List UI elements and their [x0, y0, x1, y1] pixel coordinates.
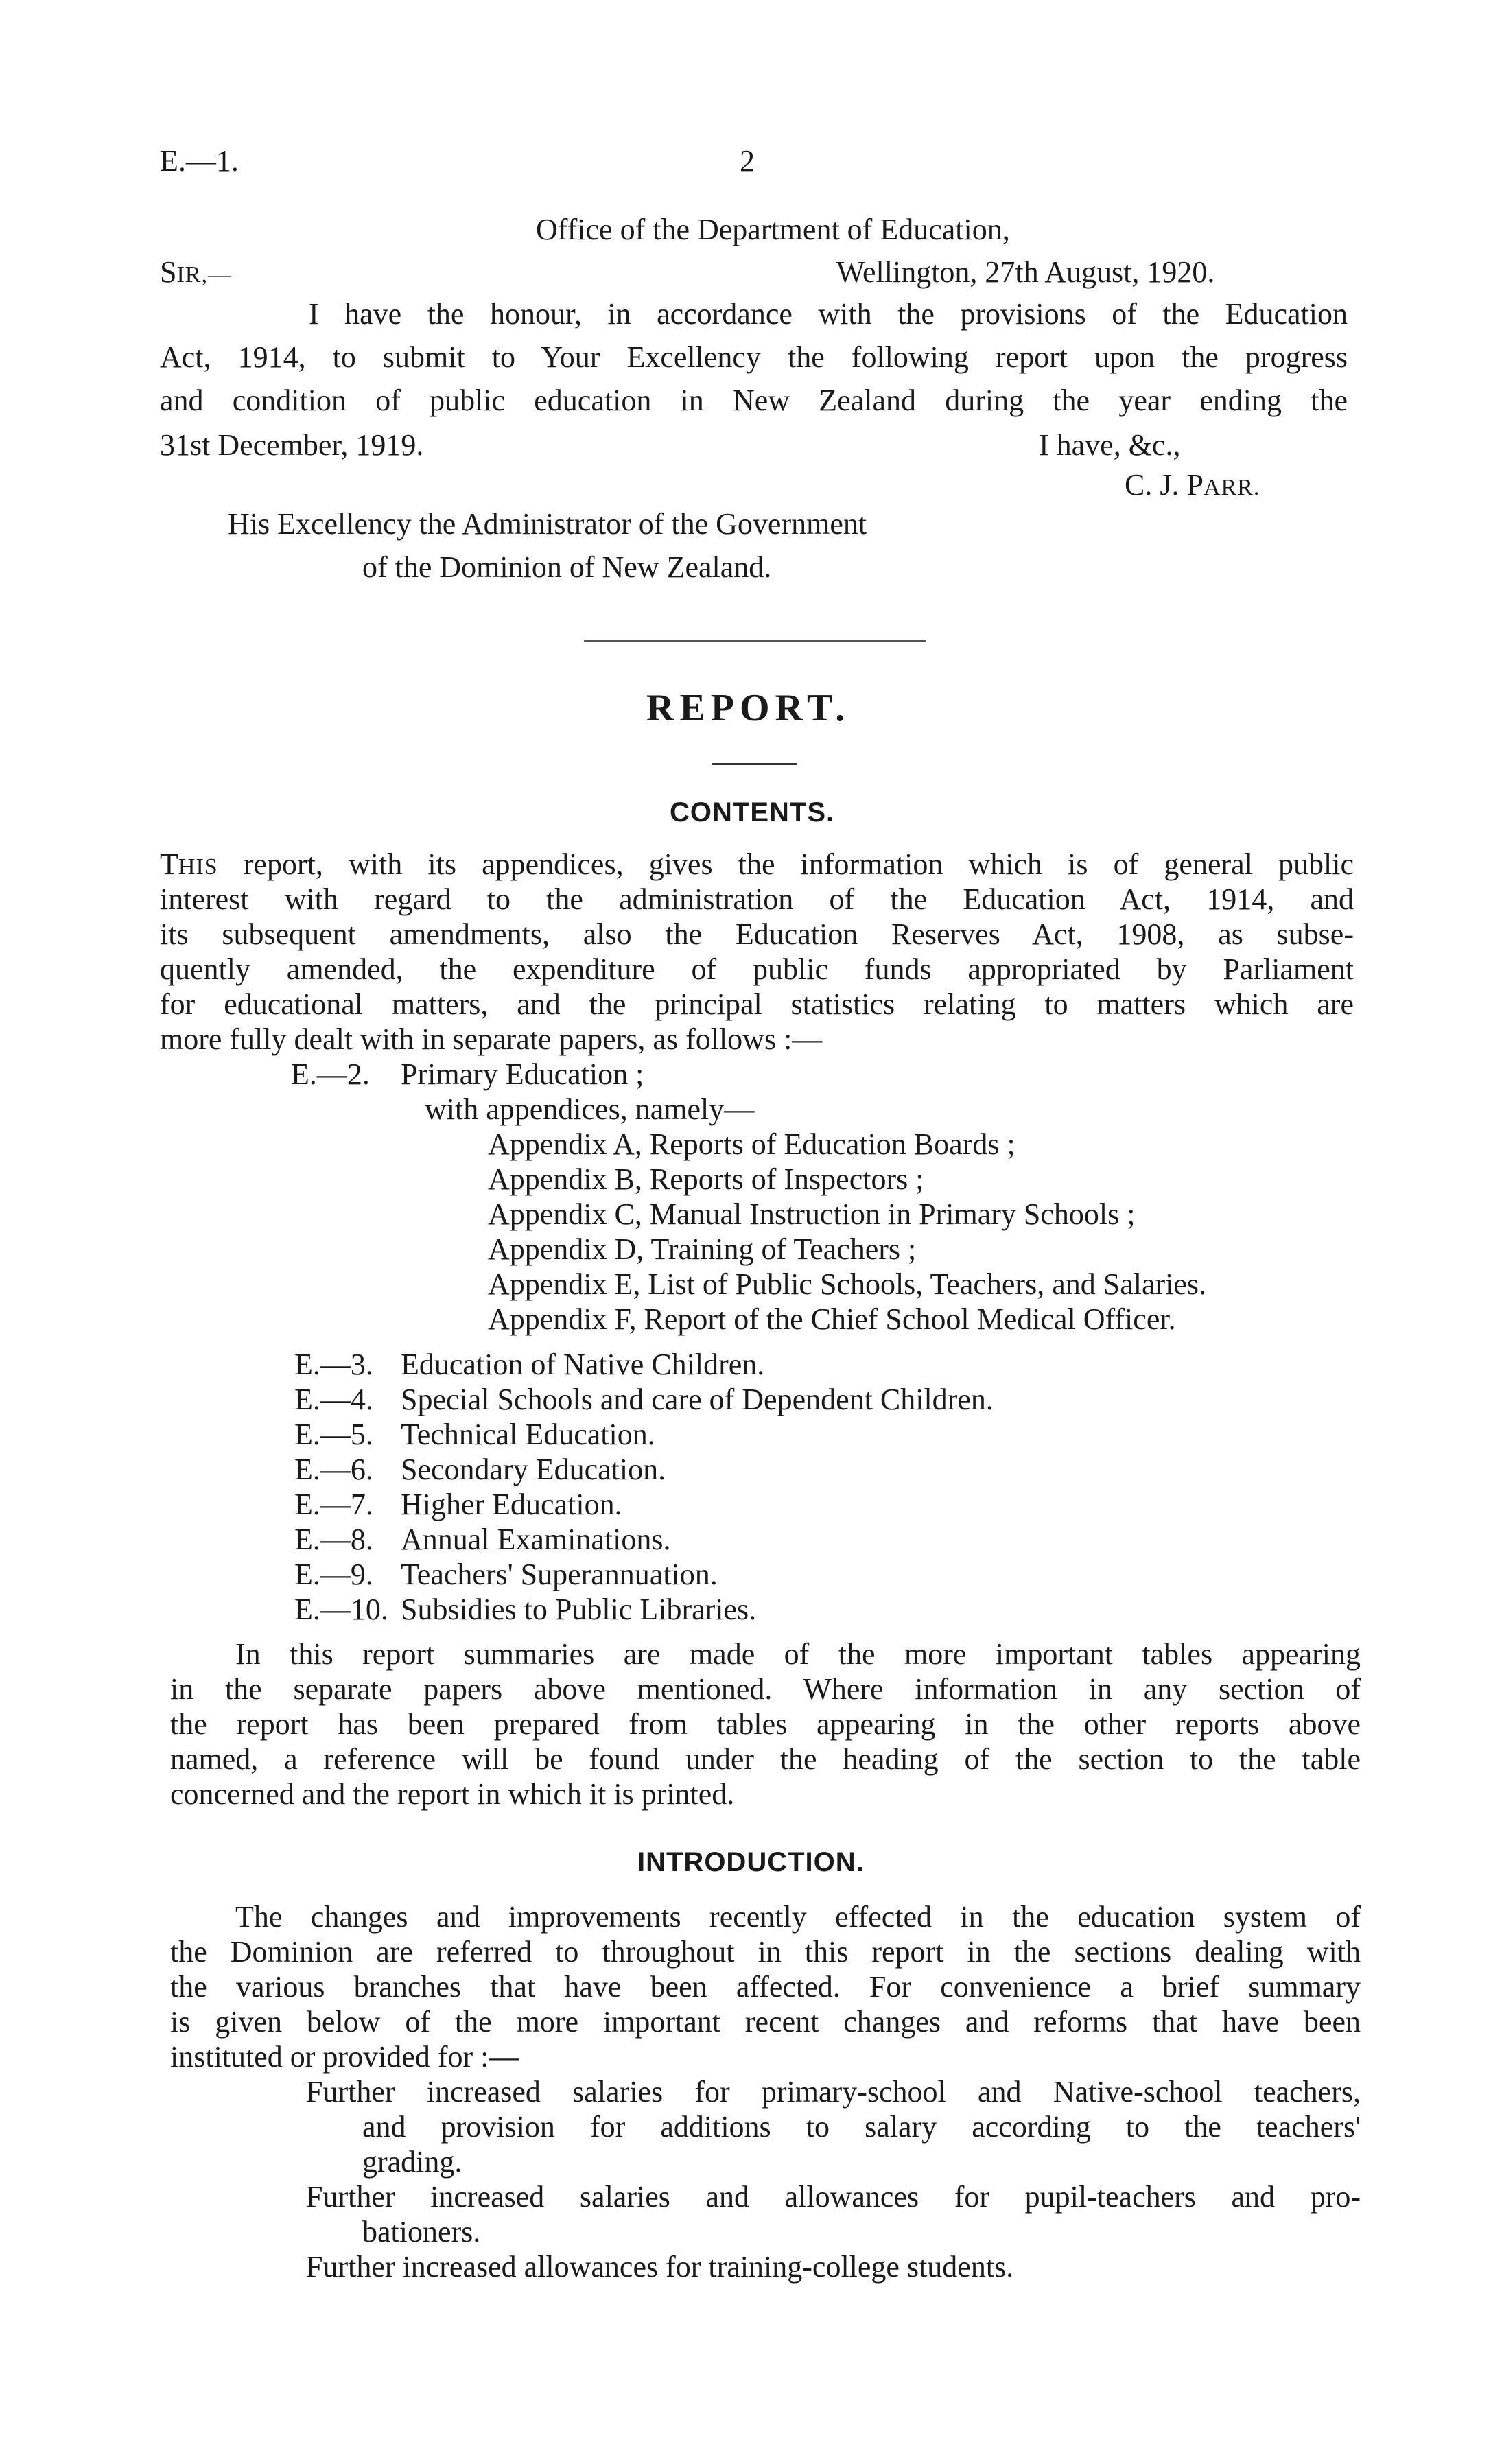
paper-title: Primary Education ;: [401, 1057, 644, 1091]
introduction-line: The changes and improvements recently effected in the education system of: [235, 1900, 1361, 1934]
reform-item-line: Further increased salaries and allowances for pupil-teachers and pro-: [306, 2180, 1361, 2214]
letter-salutation: SIR,—: [160, 255, 232, 289]
introduction-line: is given below of the more important recent changes and reforms that have been: [170, 2005, 1361, 2039]
appendix-item: Appendix C, Manual Instruction in Primary Schools ;: [488, 1197, 1136, 1231]
paper-title: Secondary Education.: [401, 1453, 666, 1486]
paper-title: Education of Native Children.: [401, 1348, 765, 1381]
introduction-heading: INTRODUCTION.: [637, 1847, 865, 1877]
paper-code: E.—5.: [294, 1418, 373, 1451]
letter-body-line: Act, 1914, to submit to Your Excellency the following report upon the progress: [160, 340, 1348, 374]
report-title: REPORT.: [646, 687, 851, 729]
letter-addressee: His Excellency the Administrator of the Government: [228, 507, 867, 541]
summary-line: named, a reference will be found under the heading of the section to the table: [170, 1742, 1361, 1776]
paper-code: E.—10.: [294, 1593, 388, 1626]
appendix-item: Appendix A, Reports of Education Boards ;: [488, 1127, 1015, 1161]
paper-title: Annual Examinations.: [401, 1523, 671, 1556]
summary-line: In this report summaries are made of the more important tables appearing: [235, 1637, 1361, 1671]
page-number: 2: [740, 144, 755, 178]
appendix-item: Appendix B, Reports of Inspectors ;: [488, 1162, 924, 1196]
contents-intro-line: its subsequent amendments, also the Education Reserves Act, 1908, as subse-: [160, 917, 1354, 951]
paper-title: Special Schools and care of Dependent Children.: [401, 1383, 994, 1416]
appendix-item: Appendix E, List of Public Schools, Teachers, and Salaries.: [488, 1267, 1207, 1301]
paper-code: E.—8.: [294, 1523, 373, 1556]
paper-code: E.—9.: [294, 1558, 373, 1591]
title-underline: [712, 763, 797, 765]
introduction-last-line: instituted or provided for :—: [170, 2040, 519, 2074]
paper-title: Subsidies to Public Libraries.: [401, 1593, 757, 1626]
letter-place-date: Wellington, 27th August, 1920.: [836, 255, 1215, 289]
paper-code: E.—4.: [294, 1383, 373, 1416]
letter-body-line: and condition of public education in New Zealand during the year ending the: [160, 384, 1348, 417]
summary-last-line: concerned and the report in which it is printed.: [170, 1777, 735, 1811]
reform-item-last-line: grading.: [362, 2145, 462, 2179]
letter-body-line: I have the honour, in accordance with the provisions of the Education: [309, 297, 1348, 331]
contents-intro-last-line: more fully dealt with in separate papers, as follows :—: [160, 1022, 823, 1056]
reform-item-last-line: bationers.: [362, 2215, 481, 2249]
reform-item-line: Further increased salaries for primary-school and Native-school teachers,: [306, 2075, 1361, 2109]
summary-line: in the separate papers above mentioned. Where information in any section of: [170, 1672, 1361, 1706]
appendix-item: Appendix F, Report of the Chief School Medical Officer.: [488, 1302, 1176, 1336]
contents-intro-line: quently amended, the expenditure of public funds appropriated by Parliament: [160, 952, 1354, 986]
paper-code: E.—7.: [294, 1488, 373, 1521]
paper-code: E.—3.: [294, 1348, 373, 1381]
paper-title: Higher Education.: [401, 1488, 622, 1521]
appendix-item: Appendix D, Training of Teachers ;: [488, 1232, 917, 1266]
introduction-line: the Dominion are referred to throughout in this report in the sections dealing with: [170, 1935, 1361, 1969]
introduction-line: the various branches that have been affected. For convenience a brief summary: [170, 1970, 1361, 2004]
paper-title: Technical Education.: [401, 1418, 655, 1451]
summary-line: the report has been prepared from tables appearing in the other reports above: [170, 1707, 1361, 1741]
letter-body-last-line: 31st December, 1919.: [160, 428, 424, 462]
paper-title: Teachers' Superannuation.: [401, 1558, 718, 1591]
reform-item-line: and provision for additions to salary according to the teachers': [362, 2110, 1361, 2144]
reform-item-last-line: Further increased allowances for training-college students.: [306, 2250, 1014, 2284]
paper-code: E.—2.: [291, 1057, 370, 1091]
paper-code: E.—6.: [294, 1453, 373, 1486]
letter-addressee: of the Dominion of New Zealand.: [362, 550, 772, 584]
document-reference: E.—1.: [160, 144, 239, 178]
letter-closing: I have, &c.,: [1039, 428, 1181, 462]
appendices-lead: with appendices, namely—: [425, 1092, 755, 1126]
section-divider: [584, 640, 926, 642]
contents-intro-line: interest with regard to the administration of the Education Act, 1914, and: [160, 882, 1354, 916]
contents-intro-line: for educational matters, and the principal statistics relating to matters which are: [160, 987, 1354, 1021]
letter-signature: C. J. PARR.: [1125, 468, 1260, 502]
letter-office: Office of the Department of Education,: [536, 213, 1010, 246]
contents-heading: CONTENTS.: [670, 797, 835, 828]
contents-intro-line: THIS report, with its appendices, gives the information which is of general public: [160, 847, 1354, 881]
